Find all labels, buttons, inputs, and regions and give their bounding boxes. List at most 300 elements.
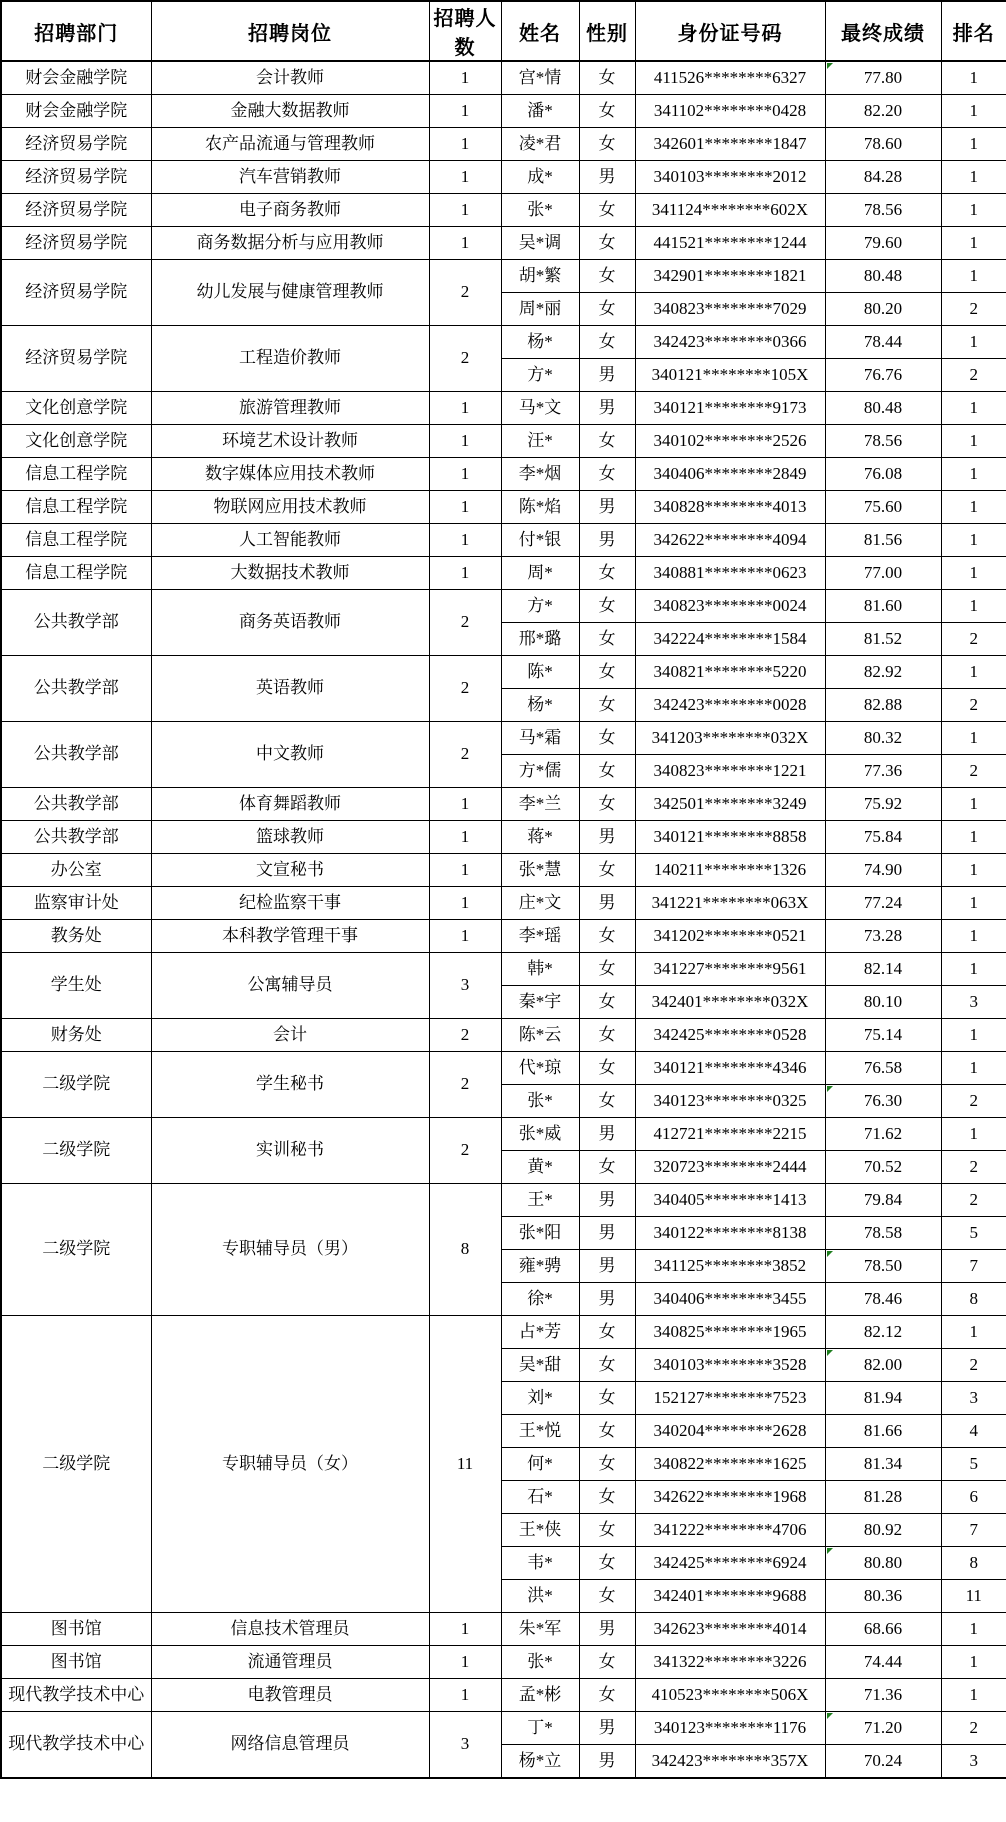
count-cell: 1 [429,61,501,95]
rank-cell: 1 [941,1316,1006,1349]
count-cell: 2 [429,326,501,392]
position-cell: 实训秘书 [151,1118,429,1184]
name-cell: 张* [501,194,579,227]
dept-cell: 二级学院 [1,1316,151,1613]
name-cell: 张*慧 [501,854,579,887]
rank-cell: 5 [941,1217,1006,1250]
name-cell: 何* [501,1448,579,1481]
name-cell: 潘* [501,95,579,128]
score-cell: 81.66 [825,1415,941,1448]
name-cell: 王*悦 [501,1415,579,1448]
score-cell: 78.46 [825,1283,941,1316]
id-cell: 411526********6327 [635,61,825,95]
score-cell: 78.60 [825,128,941,161]
name-cell: 陈*焰 [501,491,579,524]
rank-cell: 2 [941,689,1006,722]
score-cell: 80.92 [825,1514,941,1547]
table-row [1,1052,1006,1085]
rank-cell: 1 [941,491,1006,524]
gender-cell: 女 [579,623,635,656]
id-cell: 341221********063X [635,887,825,920]
id-cell: 341124********602X [635,194,825,227]
rank-cell: 1 [941,61,1006,95]
name-cell: 吴*调 [501,227,579,260]
column-header-gender: 性别 [579,1,635,61]
rank-cell: 2 [941,293,1006,326]
table-row [1,458,1006,491]
rank-cell: 7 [941,1250,1006,1283]
gender-cell: 女 [579,194,635,227]
rank-cell: 1 [941,1052,1006,1085]
id-cell: 342423********357X [635,1745,825,1779]
score-cell: 80.36 [825,1580,941,1613]
table-row [1,326,1006,359]
name-cell: 马*霜 [501,722,579,755]
rank-cell: 1 [941,326,1006,359]
rank-cell: 1 [941,1118,1006,1151]
rank-cell: 2 [941,1151,1006,1184]
id-cell: 340823********7029 [635,293,825,326]
id-cell: 340103********2012 [635,161,825,194]
count-cell: 1 [429,821,501,854]
position-cell: 英语教师 [151,656,429,722]
score-cell: 76.08 [825,458,941,491]
count-cell: 1 [429,887,501,920]
name-cell: 陈*云 [501,1019,579,1052]
count-cell: 1 [429,161,501,194]
score-cell: 77.36 [825,755,941,788]
position-cell: 学生秘书 [151,1052,429,1118]
name-cell: 雍*骋 [501,1250,579,1283]
count-cell: 1 [429,920,501,953]
dept-cell: 图书馆 [1,1646,151,1679]
name-cell: 张*威 [501,1118,579,1151]
score-cell: 80.80 [825,1547,941,1580]
gender-cell: 男 [579,1184,635,1217]
score-cell: 81.94 [825,1382,941,1415]
rank-cell: 2 [941,623,1006,656]
position-cell: 信息技术管理员 [151,1613,429,1646]
rank-cell: 1 [941,656,1006,689]
column-header-name: 姓名 [501,1,579,61]
id-cell: 340121********8858 [635,821,825,854]
gender-cell: 男 [579,1283,635,1316]
rank-cell: 1 [941,1613,1006,1646]
id-cell: 340121********105X [635,359,825,392]
dept-cell: 办公室 [1,854,151,887]
score-cell: 73.28 [825,920,941,953]
rank-cell: 2 [941,1349,1006,1382]
gender-cell: 男 [579,359,635,392]
gender-cell: 女 [579,326,635,359]
position-cell: 环境艺术设计教师 [151,425,429,458]
name-cell: 孟*彬 [501,1679,579,1712]
gender-cell: 男 [579,1613,635,1646]
score-cell: 82.00 [825,1349,941,1382]
count-cell: 1 [429,788,501,821]
position-cell: 电教管理员 [151,1679,429,1712]
table-row [1,590,1006,623]
id-cell: 342901********1821 [635,260,825,293]
gender-cell: 女 [579,458,635,491]
dept-cell: 公共教学部 [1,821,151,854]
rank-cell: 2 [941,1712,1006,1745]
name-cell: 蒋* [501,821,579,854]
score-cell: 77.80 [825,61,941,95]
name-cell: 石* [501,1481,579,1514]
position-cell: 公寓辅导员 [151,953,429,1019]
position-cell: 工程造价教师 [151,326,429,392]
rank-cell: 1 [941,1679,1006,1712]
gender-cell: 女 [579,95,635,128]
name-cell: 成* [501,161,579,194]
gender-cell: 女 [579,61,635,95]
dept-cell: 教务处 [1,920,151,953]
position-cell: 专职辅导员（男） [151,1184,429,1316]
table-row [1,722,1006,755]
table-row [1,524,1006,557]
score-cell: 76.58 [825,1052,941,1085]
id-cell: 340121********9173 [635,392,825,425]
rank-cell: 4 [941,1415,1006,1448]
gender-cell: 女 [579,293,635,326]
dept-cell: 现代教学技术中心 [1,1712,151,1779]
dept-cell: 信息工程学院 [1,458,151,491]
table-row [1,1316,1006,1349]
id-cell: 340821********5220 [635,656,825,689]
gender-cell: 女 [579,1019,635,1052]
position-cell: 流通管理员 [151,1646,429,1679]
table-row [1,854,1006,887]
table-row [1,656,1006,689]
table-row [1,161,1006,194]
count-cell: 1 [429,128,501,161]
dept-cell: 经济贸易学院 [1,227,151,260]
table-row [1,1646,1006,1679]
rank-cell: 2 [941,1085,1006,1118]
dept-cell: 文化创意学院 [1,425,151,458]
score-cell: 79.84 [825,1184,941,1217]
id-cell: 342623********4014 [635,1613,825,1646]
name-cell: 黄* [501,1151,579,1184]
gender-cell: 女 [579,1052,635,1085]
rank-cell: 1 [941,854,1006,887]
table-row [1,788,1006,821]
rank-cell: 1 [941,260,1006,293]
rank-cell: 7 [941,1514,1006,1547]
id-cell: 340406********2849 [635,458,825,491]
score-cell: 78.56 [825,425,941,458]
table-row [1,491,1006,524]
gender-cell: 男 [579,392,635,425]
name-cell: 方* [501,590,579,623]
id-cell: 412721********2215 [635,1118,825,1151]
id-cell: 340822********1625 [635,1448,825,1481]
gender-cell: 女 [579,854,635,887]
score-cell: 80.10 [825,986,941,1019]
score-cell: 75.14 [825,1019,941,1052]
count-cell: 2 [429,722,501,788]
position-cell: 大数据技术教师 [151,557,429,590]
gender-cell: 女 [579,656,635,689]
name-cell: 丁* [501,1712,579,1745]
count-cell: 1 [429,392,501,425]
id-cell: 320723********2444 [635,1151,825,1184]
name-cell: 周* [501,557,579,590]
gender-cell: 女 [579,590,635,623]
score-cell: 68.66 [825,1613,941,1646]
name-cell: 杨* [501,689,579,722]
position-cell: 体育舞蹈教师 [151,788,429,821]
gender-cell: 女 [579,1514,635,1547]
table-row [1,1184,1006,1217]
name-cell: 陈* [501,656,579,689]
column-header-final-score: 最终成绩 [825,1,941,61]
table-row [1,425,1006,458]
dept-cell: 财会金融学院 [1,61,151,95]
count-cell: 1 [429,1679,501,1712]
gender-cell: 女 [579,425,635,458]
count-cell: 2 [429,590,501,656]
name-cell: 占*芳 [501,1316,579,1349]
count-cell: 1 [429,524,501,557]
table-header [1,1,1006,61]
gender-cell: 男 [579,524,635,557]
dept-cell: 信息工程学院 [1,557,151,590]
score-cell: 78.58 [825,1217,941,1250]
position-cell: 电子商务教师 [151,194,429,227]
position-cell: 网络信息管理员 [151,1712,429,1779]
score-cell: 82.20 [825,95,941,128]
id-cell: 340102********2526 [635,425,825,458]
count-cell: 2 [429,1118,501,1184]
score-cell: 70.52 [825,1151,941,1184]
dept-cell: 经济贸易学院 [1,161,151,194]
name-cell: 李*烟 [501,458,579,491]
score-cell: 81.34 [825,1448,941,1481]
rank-cell: 1 [941,788,1006,821]
id-cell: 341102********0428 [635,95,825,128]
gender-cell: 女 [579,920,635,953]
rank-cell: 1 [941,557,1006,590]
id-cell: 342622********1968 [635,1481,825,1514]
score-cell: 77.24 [825,887,941,920]
score-cell: 82.92 [825,656,941,689]
score-cell: 78.44 [825,326,941,359]
name-cell: 宫*情 [501,61,579,95]
score-cell: 75.60 [825,491,941,524]
gender-cell: 女 [579,260,635,293]
table-row [1,887,1006,920]
cell-error-flag-icon [827,1086,833,1092]
name-cell: 方*儒 [501,755,579,788]
dept-cell: 经济贸易学院 [1,326,151,392]
rank-cell: 1 [941,524,1006,557]
dept-cell: 现代教学技术中心 [1,1679,151,1712]
gender-cell: 女 [579,1646,635,1679]
gender-cell: 女 [579,557,635,590]
dept-cell: 公共教学部 [1,788,151,821]
name-cell: 韦* [501,1547,579,1580]
dept-cell: 监察审计处 [1,887,151,920]
position-cell: 会计教师 [151,61,429,95]
name-cell: 徐* [501,1283,579,1316]
id-cell: 342425********0528 [635,1019,825,1052]
score-cell: 78.56 [825,194,941,227]
column-header-rank: 排名 [941,1,1006,61]
id-cell: 341227********9561 [635,953,825,986]
table-row [1,392,1006,425]
rank-cell: 5 [941,1448,1006,1481]
header-row [1,1,1006,61]
score-cell: 71.20 [825,1712,941,1745]
score-cell: 75.84 [825,821,941,854]
id-cell: 342601********1847 [635,128,825,161]
rank-cell: 3 [941,986,1006,1019]
id-cell: 340828********4013 [635,491,825,524]
name-cell: 庄*文 [501,887,579,920]
score-cell: 80.48 [825,392,941,425]
id-cell: 340123********1176 [635,1712,825,1745]
gender-cell: 女 [579,1547,635,1580]
count-cell: 1 [429,458,501,491]
name-cell: 张*阳 [501,1217,579,1250]
score-cell: 71.36 [825,1679,941,1712]
position-cell: 数字媒体应用技术教师 [151,458,429,491]
name-cell: 凌*君 [501,128,579,161]
position-cell: 文宣秘书 [151,854,429,887]
rank-cell: 2 [941,1184,1006,1217]
column-header-department: 招聘部门 [1,1,151,61]
rank-cell: 1 [941,1019,1006,1052]
dept-cell: 二级学院 [1,1118,151,1184]
gender-cell: 男 [579,1250,635,1283]
id-cell: 342401********032X [635,986,825,1019]
table-row [1,260,1006,293]
rank-cell: 1 [941,128,1006,161]
column-header-position: 招聘岗位 [151,1,429,61]
gender-cell: 男 [579,1118,635,1151]
position-cell: 金融大数据教师 [151,95,429,128]
dept-cell: 财务处 [1,1019,151,1052]
rank-cell: 8 [941,1547,1006,1580]
rank-cell: 11 [941,1580,1006,1613]
gender-cell: 女 [579,722,635,755]
count-cell: 2 [429,1019,501,1052]
position-cell: 中文教师 [151,722,429,788]
name-cell: 张* [501,1085,579,1118]
score-cell: 71.62 [825,1118,941,1151]
score-cell: 77.00 [825,557,941,590]
id-cell: 340121********4346 [635,1052,825,1085]
count-cell: 2 [429,656,501,722]
count-cell: 1 [429,1613,501,1646]
rank-cell: 3 [941,1382,1006,1415]
id-cell: 340103********3528 [635,1349,825,1382]
rank-cell: 1 [941,194,1006,227]
id-cell: 342622********4094 [635,524,825,557]
name-cell: 代*琼 [501,1052,579,1085]
gender-cell: 女 [579,1316,635,1349]
name-cell: 杨* [501,326,579,359]
name-cell: 杨*立 [501,1745,579,1779]
table-row [1,95,1006,128]
gender-cell: 女 [579,1679,635,1712]
count-cell: 3 [429,1712,501,1779]
gender-cell: 女 [579,755,635,788]
name-cell: 王*侠 [501,1514,579,1547]
dept-cell: 公共教学部 [1,656,151,722]
name-cell: 朱*军 [501,1613,579,1646]
position-cell: 农产品流通与管理教师 [151,128,429,161]
name-cell: 王* [501,1184,579,1217]
score-cell: 82.14 [825,953,941,986]
score-cell: 79.60 [825,227,941,260]
gender-cell: 男 [579,821,635,854]
position-cell: 专职辅导员（女） [151,1316,429,1613]
id-cell: 342401********9688 [635,1580,825,1613]
id-cell: 340823********1221 [635,755,825,788]
count-cell: 2 [429,260,501,326]
dept-cell: 公共教学部 [1,722,151,788]
count-cell: 1 [429,491,501,524]
name-cell: 李*瑶 [501,920,579,953]
score-cell: 76.30 [825,1085,941,1118]
table-row [1,557,1006,590]
gender-cell: 男 [579,1712,635,1745]
position-cell: 人工智能教师 [151,524,429,557]
gender-cell: 女 [579,1349,635,1382]
count-cell: 3 [429,953,501,1019]
id-cell: 340406********3455 [635,1283,825,1316]
table-row [1,128,1006,161]
score-cell: 81.60 [825,590,941,623]
rank-cell: 1 [941,95,1006,128]
position-cell: 幼儿发展与健康管理教师 [151,260,429,326]
name-cell: 刘* [501,1382,579,1415]
id-cell: 152127********7523 [635,1382,825,1415]
name-cell: 韩* [501,953,579,986]
dept-cell: 公共教学部 [1,590,151,656]
rank-cell: 1 [941,458,1006,491]
id-cell: 341322********3226 [635,1646,825,1679]
count-cell: 1 [429,1646,501,1679]
score-cell: 80.32 [825,722,941,755]
name-cell: 周*丽 [501,293,579,326]
score-cell: 84.28 [825,161,941,194]
id-cell: 140211********1326 [635,854,825,887]
count-cell: 1 [429,227,501,260]
gender-cell: 女 [579,953,635,986]
count-cell: 1 [429,854,501,887]
table-row [1,1613,1006,1646]
name-cell: 李*兰 [501,788,579,821]
id-cell: 342501********3249 [635,788,825,821]
gender-cell: 女 [579,1580,635,1613]
score-cell: 76.76 [825,359,941,392]
position-cell: 会计 [151,1019,429,1052]
score-cell: 74.44 [825,1646,941,1679]
name-cell: 马*文 [501,392,579,425]
id-cell: 340823********0024 [635,590,825,623]
gender-cell: 男 [579,1745,635,1779]
dept-cell: 二级学院 [1,1184,151,1316]
table-row [1,1019,1006,1052]
rank-cell: 1 [941,887,1006,920]
gender-cell: 女 [579,986,635,1019]
rank-cell: 1 [941,392,1006,425]
rank-cell: 3 [941,1745,1006,1779]
